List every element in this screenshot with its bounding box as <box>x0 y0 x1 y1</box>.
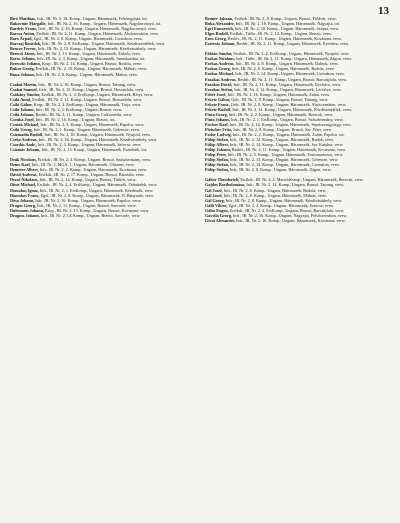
entry-detail: Infr., IR. Nr. 2, 14. Komp., Ungarn, Brassó, Szecsele, verw. <box>40 212 141 218</box>
entry-detail: Infr., IR. Nr. 2, 8. Komp., Ungarn, Háromszék, Dalnok, verw. <box>235 61 339 67</box>
entry-name: Fekete Franz, <box>205 101 230 107</box>
entry-detail: Infr., IR. Nr. 2, 8. Komp., Ungarn, Háromszék, Zágon, verw. <box>230 167 332 173</box>
entry-detail: Infr., IR. Nr. 2, 2. Komp., Ungarn, Háromszék, Kovászna, verw. <box>39 167 148 173</box>
entry-name: Enes Georg, <box>205 36 227 42</box>
entry-detail: Infr., IR. Nr. 2, 8. Komp., Ungarn, Háromszék, Málnás, verw. <box>223 192 327 198</box>
entry-name: Csiki Antal, <box>10 96 32 102</box>
entry-detail: Infr., IR. Nr. 2, 16. Komp., Ungarn, Háromszék, Sepsiszentgyörgy, verw. <box>229 121 352 127</box>
entry-detail: Infr., IR. Nr. 2, 2. Komp., Ungarn, Háromszék, Zalán, Papolcz, tot. <box>232 132 345 138</box>
entry-detail: Ersfkdr., IR. Nr. 2, 17. Komp., Ungarn, Brassó, Bácsfalu, verw. <box>38 172 145 178</box>
entry-name: Csordás Andr., <box>10 142 37 148</box>
entry-name: Fülöp Johann, <box>205 147 231 153</box>
entry-detail: Infr., IR. Nr. 2, 2. Komp., Ungarn, Háromszék, Bereczk, verw. <box>228 111 334 117</box>
entry-detail: Infr., IR. Nr. 2, 5. Komp., Ungarn, Háromszék, Papolcz, verw. <box>40 121 145 127</box>
entry-name: Eszterás Johann, <box>205 41 236 47</box>
entry-detail: Infr., IR. Nr. 2, 3. Komp., Ungarn, Háromszék, Szörcse, verw. <box>37 142 142 148</box>
entry-detail: Infr., IR. Nr. 2, 14. Komp., Ungarn, Háromszék, Szt. Katolna, verw. <box>230 142 344 148</box>
entry-name: Domokos Franz, <box>10 192 40 198</box>
entry-name: Deák Nicolaus, <box>10 157 37 163</box>
entry-detail: Ersfkdr., IR. Nr. 2, 2. ErsKomp., Ungarn, Háromszék, Nyujtód, verw. <box>233 51 350 57</box>
entry-detail: Reshfr., IR. Nr. 2, 11. Komp., Ungarn, Csíkszereda, verw. <box>35 111 133 117</box>
entry-name: Buka Alexander, <box>205 21 235 27</box>
entry-detail: Zgsf., IR. Nr. 2, 2. Komp., Ungarn, Háromszék, Szörcse, verw. <box>228 202 334 208</box>
entry-name: Domokos Ignaz, <box>10 187 39 193</box>
columns <box>10 16 392 517</box>
entry-detail: Infr., IR. Nr. 2, 5. Komp., Ungarn, Háromszék, Fotosmartonos, verw. <box>227 152 344 158</box>
entry-detail: Infr., IR. Nr. 2, 14. Komp., Ungarn, Brassó, Tatrang, verw. <box>246 182 345 188</box>
entry-detail: Infr., IR. Nr. 2, 11. Komp., Ungarn, Brassó, Szecsele, verw. <box>37 202 137 208</box>
entry-detail: Infr., IR. Nr. 2, 13. Komp., Ungarn, Háromszék, Gelencze, verw. <box>230 157 339 163</box>
entry-name: Egri Emmerich, <box>205 26 234 32</box>
entry-detail: Infr., IR. Nr. 2, 3. Komp., Ungarn, Háromszék, Szentkatolna, tot. <box>36 56 146 62</box>
entry-detail: Infr., IR. Nr. 2, 16. Komp., Ungarn, Brassó, Tatrang, verw. <box>38 81 137 87</box>
entry-name: Fekete Gábor, <box>205 96 231 102</box>
entry-name: Fülöp Stefan, <box>205 162 229 168</box>
entry-detail: Infr., IR. Nr. 2, 16. Komp., Ungarn, Nagyajta, Felsőcsernáton, verw. <box>233 212 348 218</box>
entry-detail: Ersfkdr., IR. Nr. 2, 11. Komp., Ungarn, Háromszék, Alsócsernáton, verw. <box>36 31 160 37</box>
entry-name: Csutak Michael, <box>10 121 40 127</box>
entry-detail: Ersfkdr., IR. Nr. 2, 8. Komp., Ungarn, Brassó, Földvár, verw. <box>234 16 337 21</box>
entry-name: Fodor Ludwig, <box>205 132 232 138</box>
entry-name: Csiki Johann, <box>10 106 35 112</box>
entry-detail: Infr., IR. Nr. 2, 16. Komp., Ungarn, Háromszék, Nagyajta, tot. <box>235 21 341 27</box>
entry-detail: Ersfkdr., IR. Nr. 2, 4. ErsKomp., Ungarn, Háromszék, Rétyi, verw. <box>41 91 154 97</box>
entry-name: Barcsaj Benedek, <box>10 41 42 47</box>
entry-name: Gábor Theodorich, <box>205 177 240 183</box>
entry-detail: Infr., IR. Nr. 2, 14. Komp., Ungarn, Háromszék, Csernáton, verw. <box>230 162 340 168</box>
entry-detail: Infr., IR. Nr. 2, 1. Komp., Ungarn, Háromszék, Gelencze, verw. <box>33 126 140 132</box>
entry-detail: Gefr., IR. Nr. 2, 15. Komp., Ungarn, Brassó, Hosszúfalu, verw. <box>38 86 145 92</box>
entry-name: Fülöp Stefan, <box>205 157 229 163</box>
entry-detail: Infr., IR. Nr. 2, 16. Komp., Ungarn, Háromszék, Zalán, verw. <box>227 91 331 97</box>
entry-detail: Infr., IR. Nr. 2, 2. ErsKomp., Ungarn, Brassó, verw. <box>35 106 123 112</box>
entry-name: Csiki Gábor, <box>10 101 33 107</box>
entry-detail: Infr., IR. Nr. 2, 8. Komp., Ungarn, Háromszék, Kézdivásárhely, verw. <box>225 197 343 203</box>
entry-name: Bukovinir Margalie, <box>10 21 47 27</box>
register-entry <box>205 218 392 223</box>
entry-name: Dósa Johann, <box>10 197 35 203</box>
entry-name: Gajdos Bartholomäus, <box>205 182 246 188</box>
entry-detail: Infr., IR. Nr. 2, 8. Komp., Ungarn, Háromszék, Bodola, verw. <box>223 187 327 193</box>
entry-detail: Infr., IR. Nr. 2, 14. Komp., Ungarn, Brassó, Türkös, verw. <box>39 177 137 183</box>
entry-name: Fülöp Stefan, <box>205 167 229 173</box>
entry-name: Gál Josef, <box>205 187 223 193</box>
entry-name: Baro Árpád, <box>10 36 33 42</box>
entry-detail: Infr., IR. Nr. 2, 9. Komp., Ungarn, Brassó, Szt. Péter, verw. <box>233 126 333 132</box>
right-column <box>205 16 392 517</box>
entry-name: Boros Johann, <box>10 56 36 62</box>
entry-detail: Infr., Titfhr., IR. Nr. 2, 11. Komp., Ungarn, Háromszék, Zágon, verw. <box>236 56 352 62</box>
entry-name: Csizmár Johann, <box>10 147 41 153</box>
entry-detail: Infr., IR. Nr. 2, 16. Komp., Ungarn, Háromszék, Kézdivásárhely, verw. <box>38 137 158 143</box>
entry-detail: Gefr., IR. Nr. 2, 16. Komp., Ungarn, Háromszék, Nagyborosnyó, verw. <box>38 26 157 32</box>
entry-detail: Korp., IR. Nr. 2, 14. Komp., Ungarn, Brassó, Bodola, verw. <box>41 61 142 67</box>
entry-name: Gálos Eugen, <box>205 207 229 213</box>
entry-name: Farkas Nicolaus, <box>205 56 236 62</box>
entry-detail: Ersfkdr., Titfhr., IR. Nr. 2, 14. Komp., Ungarn, Brassó, verw. <box>230 31 332 37</box>
entry-name: Barcsa Anton, <box>10 31 36 37</box>
entry-detail: Ersfkdr., IR. Nr. 2, 4. Komp., Ungarn, Brassó, Szászhermány, verw. <box>37 157 152 163</box>
entry-detail: Infr., IR. Nr. 2, 14. Komp., Ungarn, Háromszék, Csernáton, verw. <box>235 71 345 77</box>
entry-name: Gál Josef, <box>205 192 223 198</box>
entry-name: Fischer Karl, <box>205 121 229 127</box>
entry-name: Fábián Sándor, <box>205 51 233 57</box>
entry-name: Csonka Josef, <box>10 116 35 122</box>
entry-name: Dulemann Johann, <box>10 207 44 213</box>
entry-detail: Korp., IR. Nr. 2, 13. Komp., Ungarn, Brassó, Kovászna, verw. <box>45 207 150 213</box>
entry-name: Fülöp Peter, <box>205 152 227 158</box>
entry-detail: Reshfr., IR. Nr. 2, 11. Komp., Ungarn, Brassó, Barcaújfalu, verw. <box>237 76 348 82</box>
entry-name: Gálfi Viktor, <box>205 202 228 208</box>
entry-detail: Infr., IR. Nr. 2, 16. Komp., Ungarn, Háromszék, Papolcz, verw. <box>35 197 142 203</box>
entry-name: Fekete Rudolf, <box>205 106 232 112</box>
entry-detail: Infr., IR. Nr. 2, 8. Komp., Ungarn, Háromszék, Maksa, verw. <box>35 71 138 77</box>
entry-detail: Ersfkdr., IR. Nr. 2, 10. Komp., Ungarn, Háromszék, Málnás, verw. <box>35 66 148 72</box>
entry-detail: Infr., IR. Nr. 2, 8. Komp., Ungarn, Háromszék, Bodola, verw. <box>231 66 335 72</box>
entry-detail: Infr., IR. Nr. 2, 13. Komp., Ungarn, Háromszék, Esztelnek, tot. <box>41 147 147 153</box>
entry-name: Gál Georg, <box>205 197 225 203</box>
entry-detail: Infr., IR. Nr. 2, 1. ErsKomp., Ungarn, Brassó, Szászhermány, verw. <box>230 116 344 122</box>
entry-detail: Infr., IR. Nr. 2, 1. ErsKomp., Ungarn, Háromszék, Kézdiszék, verw. <box>39 187 154 193</box>
entry-name: Dragoss Johann, <box>10 212 40 218</box>
entry-detail: Reshfr., IR. Nr. 2, 11. Komp., Ungarn, Háromszék, Ilyefalva, verw. <box>236 41 350 47</box>
entry-detail: Reshfr., IR. Nr. 2, 11. Komp., Ungarn, Háromszék, Kovászna, verw. <box>231 147 347 153</box>
entry-detail: Infr., IR. Nr. 2, 14. Komp., Ungarn, Háromszék, Kézdiszentlélek, verw. <box>232 106 352 112</box>
entry-detail: Infr., IR. Nr. 2, 10. Komp., Ungarn, Háromszék, Szépsz, verw. <box>234 26 340 32</box>
entry-detail: Infr., IR. Nr. 2, 14. Komp., Ungarn, Háromszék, Lécfalva, verw. <box>234 86 342 92</box>
entry-detail: Korp., IR. Nr. 2, 2. ErsKomp., Ungarn, Háromszék, Torja, verw. <box>33 101 142 107</box>
page-number: 13 <box>378 5 389 17</box>
entry-detail: Infr., IR. Nr. 2, 13. Komp., Ungarn, Háromszék, Kézdivásárhely, verw. <box>37 46 157 52</box>
entry-detail: Ersfkdr., IR. Nr. 2, 11. Komp., Ungarn, Brassó, Hosszúfalu, verw. <box>32 96 143 102</box>
entry-detail: Infr., IR. Nr. 2, 12. Komp., Ungarn, Háromszék, Bodok, verw. <box>230 137 335 143</box>
entry-name: Farkas Andreas, <box>205 61 235 67</box>
entry-name: Dragos Georg, <box>10 202 37 208</box>
register-entry <box>10 213 197 218</box>
entry-name: Finta Johann, <box>205 116 230 122</box>
entry-name: Csiki Johann, <box>10 111 35 117</box>
entry-detail: Zgsf., IR. Nr. 2, 8. Komp., Ungarn, Háromszék, Csernáton, verw. <box>33 36 143 42</box>
entry-detail: Infr., IR. Nr. 2, 11. Komp., Ungarn, Háromszék, Ilyefalva, verw. <box>233 81 342 87</box>
entry-name: Csabai Samuel, <box>10 86 38 92</box>
entry-name: Bíró Matthias, <box>10 16 37 21</box>
entry-name: Deme Karl, <box>10 162 31 168</box>
entry-name: Dávid Andreas, <box>10 172 38 178</box>
entry-detail: Infr., IR. Nr. 2, MGA. 1, Ungarn, Háromszék, Oltszem, verw. <box>31 162 135 168</box>
entry-name: Fülöp Stefan, <box>205 137 229 143</box>
entry-name: Cseke Andreas, <box>10 137 38 143</box>
entry-name: Farkas Georg, <box>205 66 231 72</box>
entry-name: Bencze Ferenc, <box>10 46 37 52</box>
entry-detail: Infr., IR. Nr. 2, 16. Komp., Ungarn, Háromszék, Nagyborosnyó, tot. <box>47 21 162 27</box>
entry-detail: Zgsf., IR. Nr. 2, 8. Komp., Ungarn, Háromszék, N. Bányavár, verw. <box>40 192 155 198</box>
entry-detail: Infr., IR. Nr. 2, 13. Komp., Ungarn, Háromszék, Zabola, verw. <box>36 51 142 57</box>
entry-name: Csákány Sándor, <box>10 91 41 97</box>
entry-name: Bardely Franz, <box>10 26 37 32</box>
entry-name: Bruner Johann, <box>205 16 234 21</box>
entry-name: Buna Johann, <box>10 71 35 77</box>
entry-detail: Infr., IR. Nr. 2, 16. Komp., Ungarn, Brassó, tot. <box>35 116 116 122</box>
entry-detail: Gefr., IR. Nr. 2, 8. Komp., Ungarn, Brassó, Tatrang, verw. <box>231 96 329 102</box>
entry-name: Géczi Alexander, <box>205 217 236 223</box>
entry-name: Farkas Michael, <box>205 71 235 77</box>
entry-detail: Infr., IR. Nr. 3, 18. Komp., Ungarn, Háromszék, Fehéregyház, tot. <box>37 16 148 21</box>
entry-name: Bereczki Johann, <box>10 61 41 67</box>
entry-name: Elges Rudolf, <box>205 31 229 37</box>
entry-name: Fazakas Dávid, <box>205 81 233 87</box>
entry-detail: Ersfkdr., IR. Nr. 2, 4. ErsKomp., Ungarn, Háromszék, Orbaitelek, verw. <box>37 182 158 188</box>
entry-detail: Infr., IR. Nr. 2, 10. Komp., Ungarn, Háromszék, Nyujtód, verw. <box>44 132 151 138</box>
entry-name: Gavrila Georg, <box>205 212 232 218</box>
entry-name: Demeter Albert, <box>10 167 39 173</box>
entry-detail: Infr., IR. Nr. 2, 8. ErsKomp., Ungarn, Háromszék, Kézdiszentlélek, verw. <box>42 41 166 47</box>
entry-detail: Infr., IR. Nr. 2, 16. Komp., Ungarn, Háromszék, Kovászna, verw. <box>236 217 346 223</box>
entry-detail: Ersfkdr., IR. Nr. 2, 4. MarschKomp., Ungarn, Háromszék, Bereczk, verw. <box>240 177 364 183</box>
entry-name: Bukor Georg, <box>10 66 35 72</box>
entry-detail: Gefr., IR. Nr. 2, 8. Komp., Ungarn, Háromszék, Alsócsernáton, verw. <box>230 101 347 107</box>
entry-name: Bereczi János, <box>10 51 36 57</box>
entry-name: Csabai Martin, <box>10 81 38 87</box>
entry-name: Fazakas Stefan, <box>205 86 234 92</box>
entry-name: Finta Georg, <box>205 111 228 117</box>
entry-name: Fülöp Albert, <box>205 142 229 148</box>
entry-detail: Ersfkdr., IR. Nr. 2, 4. ErsKomp., Ungarn, Brassó, Barcaújfalu, verw. <box>229 207 345 213</box>
entry-detail: Reshfr., IR. Nr. 2, 11. Komp., Ungarn, Háromszék, Kovászna, verw. <box>227 36 343 42</box>
entry-name: Fehér Josef, <box>205 91 227 97</box>
entry-name: Fazakas Andreas, <box>205 76 237 82</box>
entry-name: Fleischer Fritz, <box>205 126 233 132</box>
entry-name: Csizmadia Rudolf, <box>10 132 44 138</box>
left-column <box>10 16 197 517</box>
entry-name: Dezső Nikolaus, <box>10 177 39 183</box>
entry-name: Csiki Georg, <box>10 126 33 132</box>
entry-name: Dimé Michael, <box>10 182 37 188</box>
